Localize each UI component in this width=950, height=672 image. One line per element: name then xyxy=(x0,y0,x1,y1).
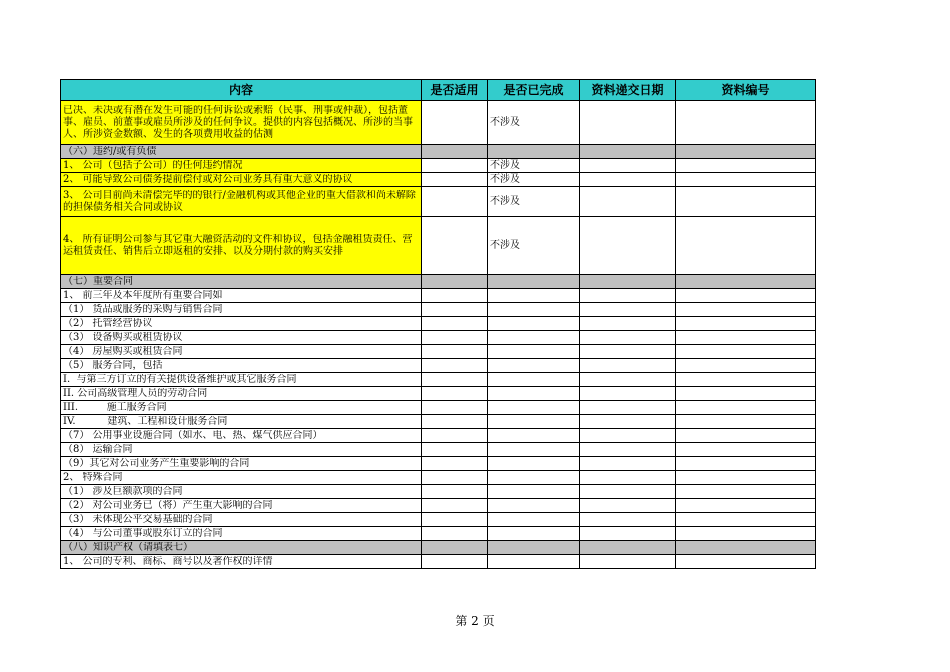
table-row xyxy=(61,303,816,317)
submit-date-cell[interactable] xyxy=(580,317,676,331)
content-cell[interactable] xyxy=(61,443,422,457)
completed-cell[interactable] xyxy=(488,303,580,317)
content-cell[interactable] xyxy=(61,429,422,443)
content-cell[interactable] xyxy=(61,289,422,303)
table-row xyxy=(61,345,816,359)
submit-date-cell[interactable] xyxy=(580,429,676,443)
content-text: I. 与第三方订立的有关提供设备维护或其它服务合同 xyxy=(63,373,297,385)
doc-number-cell[interactable] xyxy=(676,513,816,527)
content-cell[interactable] xyxy=(61,541,422,555)
content-cell[interactable] xyxy=(61,401,422,415)
submit-date-cell[interactable] xyxy=(580,359,676,373)
applicable-cell[interactable] xyxy=(422,499,488,513)
applicable-cell[interactable] xyxy=(422,401,488,415)
table-row xyxy=(61,457,816,471)
applicable-cell[interactable] xyxy=(422,429,488,443)
submit-date-cell[interactable] xyxy=(580,173,676,187)
submit-date-cell[interactable] xyxy=(580,289,676,303)
submit-date-cell[interactable] xyxy=(580,541,676,555)
table-body xyxy=(61,101,816,569)
section-row xyxy=(61,145,816,159)
page-number: 第 2 页 xyxy=(455,614,495,628)
content-cell[interactable] xyxy=(61,173,422,187)
applicable-cell[interactable] xyxy=(422,303,488,317)
content-text: （2） 托管经营协议 xyxy=(63,317,153,329)
content-cell[interactable] xyxy=(61,387,422,401)
applicable-cell[interactable] xyxy=(422,331,488,345)
checklist-table xyxy=(60,79,816,569)
completed-cell[interactable] xyxy=(488,485,580,499)
applicable-cell[interactable] xyxy=(422,387,488,401)
content-cell[interactable] xyxy=(61,331,422,345)
table-row xyxy=(61,359,816,373)
submit-date-cell[interactable] xyxy=(580,373,676,387)
applicable-cell[interactable] xyxy=(422,317,488,331)
doc-number-cell[interactable] xyxy=(676,527,816,541)
table-row xyxy=(61,499,816,513)
submit-date-cell[interactable] xyxy=(580,159,676,173)
header-completed: 是否已完成 xyxy=(488,80,580,101)
submit-date-cell[interactable] xyxy=(580,303,676,317)
applicable-cell[interactable] xyxy=(422,187,488,217)
content-text: （7） 公用事业设施合同（如水、电、热、煤气供应合同） xyxy=(63,429,323,441)
completed-cell[interactable] xyxy=(488,527,580,541)
table-row xyxy=(61,331,816,345)
applicable-cell[interactable] xyxy=(422,443,488,457)
completed-status: 不涉及 xyxy=(490,159,520,171)
content-text: （9）其它对公司业务产生重要影响的合同 xyxy=(63,457,250,469)
content-cell[interactable] xyxy=(61,485,422,499)
doc-number-cell[interactable] xyxy=(676,485,816,499)
header-doc-number: 资料编号 xyxy=(676,80,816,101)
doc-number-cell[interactable] xyxy=(676,345,816,359)
applicable-cell[interactable] xyxy=(422,513,488,527)
submit-date-cell[interactable] xyxy=(580,387,676,401)
section-row xyxy=(61,541,816,555)
table-row xyxy=(61,527,816,541)
completed-cell[interactable] xyxy=(488,401,580,415)
submit-date-cell[interactable] xyxy=(580,485,676,499)
doc-number-cell[interactable] xyxy=(676,159,816,173)
header-applicable: 是否适用 xyxy=(422,80,488,101)
completed-status: 不涉及 xyxy=(490,116,520,128)
doc-number-cell[interactable] xyxy=(676,429,816,443)
submit-date-cell[interactable] xyxy=(580,513,676,527)
applicable-cell[interactable] xyxy=(422,359,488,373)
content-text: 已决、未决或有潜在发生可能的任何诉讼或索赔（民事、刑事或仲裁），包括董事、雇员、前董事或雇员所涉及的任何争议。提供的内容包括概况、所涉的当事人、所涉资金数额、发生的各项费用收益的估测 xyxy=(63,104,413,140)
doc-number-cell[interactable] xyxy=(676,443,816,457)
content-cell[interactable] xyxy=(61,101,422,145)
table-row xyxy=(61,471,816,485)
content-text: （六）违约/或有负债 xyxy=(63,145,157,157)
completed-cell[interactable] xyxy=(488,145,580,159)
table-row xyxy=(61,387,816,401)
completed-status: 不涉及 xyxy=(490,173,520,185)
doc-number-cell[interactable] xyxy=(676,275,816,289)
content-cell[interactable] xyxy=(61,513,422,527)
completed-cell[interactable] xyxy=(488,429,580,443)
table-row xyxy=(61,101,816,145)
content-cell[interactable] xyxy=(61,415,422,429)
completed-cell[interactable] xyxy=(488,443,580,457)
applicable-cell[interactable] xyxy=(422,541,488,555)
submit-date-cell[interactable] xyxy=(580,499,676,513)
content-text: 4、 所有证明公司参与其它重大融资活动的文件和协议，包括金融租赁责任、营运租赁责任、销售后立即返租的安排、以及分期付款的购买安排 xyxy=(63,233,413,257)
table-row xyxy=(61,159,816,173)
applicable-cell[interactable] xyxy=(422,159,488,173)
completed-cell[interactable] xyxy=(488,359,580,373)
doc-number-cell[interactable] xyxy=(676,317,816,331)
doc-number-cell[interactable] xyxy=(676,145,816,159)
completed-cell[interactable] xyxy=(488,289,580,303)
content-cell[interactable] xyxy=(61,303,422,317)
content-text: IV. 建筑、工程和设计服务合同 xyxy=(63,415,228,427)
completed-cell[interactable] xyxy=(488,541,580,555)
table-row xyxy=(61,555,816,569)
content-text: （5） 服务合同，包括 xyxy=(63,359,163,371)
submit-date-cell[interactable] xyxy=(580,555,676,569)
header-submit-date: 资料递交日期 xyxy=(580,80,676,101)
content-text: 1、 公司的专利、商标、商号以及著作权的详情 xyxy=(63,555,273,567)
applicable-cell[interactable] xyxy=(422,101,488,145)
doc-number-cell[interactable] xyxy=(676,499,816,513)
content-text: （8） 运输合同 xyxy=(63,443,133,455)
content-text: 3、 公司目前尚未清偿完毕的的银行/金融机构或其他企业的重大借款和尚未解除的担保债务相关合同或协议 xyxy=(63,189,416,213)
completed-cell[interactable] xyxy=(488,317,580,331)
submit-date-cell[interactable] xyxy=(580,145,676,159)
submit-date-cell[interactable] xyxy=(580,527,676,541)
table-row xyxy=(61,289,816,303)
table-row xyxy=(61,173,816,187)
completed-cell[interactable] xyxy=(488,373,580,387)
completed-cell[interactable] xyxy=(488,457,580,471)
table-row xyxy=(61,443,816,457)
doc-number-cell[interactable] xyxy=(676,187,816,217)
completed-cell[interactable] xyxy=(488,387,580,401)
completed-status: 不涉及 xyxy=(490,195,520,207)
table-row xyxy=(61,429,816,443)
content-cell[interactable] xyxy=(61,457,422,471)
submit-date-cell[interactable] xyxy=(580,345,676,359)
submit-date-cell[interactable] xyxy=(580,217,676,275)
completed-cell[interactable] xyxy=(488,187,580,217)
doc-number-cell[interactable] xyxy=(676,457,816,471)
applicable-cell[interactable] xyxy=(422,345,488,359)
content-text: （3） 未体现公平交易基础的合同 xyxy=(63,513,213,525)
content-text: 2、 可能导致公司债务提前偿付或对公司业务具有重大意义的协议 xyxy=(63,173,353,185)
content-cell[interactable] xyxy=(61,159,422,173)
table-row xyxy=(61,513,816,527)
content-text: （4） 与公司董事或股东订立的合同 xyxy=(63,527,223,539)
applicable-cell[interactable] xyxy=(422,457,488,471)
content-cell[interactable] xyxy=(61,275,422,289)
completed-cell[interactable] xyxy=(488,555,580,569)
doc-number-cell[interactable] xyxy=(676,331,816,345)
doc-number-cell[interactable] xyxy=(676,373,816,387)
applicable-cell[interactable] xyxy=(422,485,488,499)
content-cell[interactable] xyxy=(61,555,422,569)
applicable-cell[interactable] xyxy=(422,471,488,485)
completed-cell[interactable] xyxy=(488,331,580,345)
table-row xyxy=(61,401,816,415)
submit-date-cell[interactable] xyxy=(580,457,676,471)
applicable-cell[interactable] xyxy=(422,555,488,569)
table-row xyxy=(61,373,816,387)
submit-date-cell[interactable] xyxy=(580,415,676,429)
doc-number-cell[interactable] xyxy=(676,289,816,303)
submit-date-cell[interactable] xyxy=(580,331,676,345)
content-cell[interactable] xyxy=(61,187,422,217)
completed-cell[interactable] xyxy=(488,499,580,513)
content-cell[interactable] xyxy=(61,345,422,359)
completed-cell[interactable] xyxy=(488,159,580,173)
content-text: （七）重要合同 xyxy=(63,275,133,287)
header-row xyxy=(61,80,816,101)
doc-number-cell[interactable] xyxy=(676,101,816,145)
submit-date-cell[interactable] xyxy=(580,471,676,485)
content-text: （八）知识产权（请填表七） xyxy=(63,541,193,553)
table-row xyxy=(61,317,816,331)
doc-number-cell[interactable] xyxy=(676,387,816,401)
content-cell[interactable] xyxy=(61,527,422,541)
content-text: （1） 货品或服务的采购与销售合同 xyxy=(63,303,223,315)
content-cell[interactable] xyxy=(61,145,422,159)
table-row xyxy=(61,187,816,217)
content-text: III. 施工服务合同 xyxy=(63,401,167,413)
submit-date-cell[interactable] xyxy=(580,101,676,145)
completed-cell[interactable] xyxy=(488,471,580,485)
doc-number-cell[interactable] xyxy=(676,541,816,555)
doc-number-cell[interactable] xyxy=(676,359,816,373)
completed-cell[interactable] xyxy=(488,275,580,289)
applicable-cell[interactable] xyxy=(422,527,488,541)
table-row xyxy=(61,415,816,429)
doc-number-cell[interactable] xyxy=(676,555,816,569)
content-cell[interactable] xyxy=(61,217,422,275)
header-content: 内容 xyxy=(61,80,422,101)
content-text: 1、 公司（包括子公司）的任何违约情况 xyxy=(63,159,243,171)
applicable-cell[interactable] xyxy=(422,217,488,275)
doc-number-cell[interactable] xyxy=(676,173,816,187)
submit-date-cell[interactable] xyxy=(580,275,676,289)
completed-cell[interactable] xyxy=(488,345,580,359)
doc-number-cell[interactable] xyxy=(676,217,816,275)
completed-cell[interactable] xyxy=(488,217,580,275)
content-cell[interactable] xyxy=(61,317,422,331)
submit-date-cell[interactable] xyxy=(580,443,676,457)
content-text: （3） 设备购买或租赁协议 xyxy=(63,331,183,343)
applicable-cell[interactable] xyxy=(422,289,488,303)
content-text: II. 公司高级管理人员的劳动合同 xyxy=(63,387,208,399)
completed-status: 不涉及 xyxy=(490,239,520,251)
completed-cell[interactable] xyxy=(488,513,580,527)
applicable-cell[interactable] xyxy=(422,173,488,187)
applicable-cell[interactable] xyxy=(422,415,488,429)
content-text: （4） 房屋购买或租赁合同 xyxy=(63,345,183,357)
content-cell[interactable] xyxy=(61,373,422,387)
submit-date-cell[interactable] xyxy=(580,187,676,217)
content-text: 1、 前三年及本年度所有重要合同如 xyxy=(63,289,223,301)
completed-cell[interactable] xyxy=(488,101,580,145)
completed-cell[interactable] xyxy=(488,173,580,187)
applicable-cell[interactable] xyxy=(422,275,488,289)
doc-number-cell[interactable] xyxy=(676,471,816,485)
content-text: 2、 特殊合同 xyxy=(63,471,123,483)
table-row xyxy=(61,217,816,275)
content-cell[interactable] xyxy=(61,359,422,373)
doc-number-cell[interactable] xyxy=(676,415,816,429)
content-text: （2） 对公司业务已（将）产生重大影响的合同 xyxy=(63,499,273,511)
doc-number-cell[interactable] xyxy=(676,303,816,317)
completed-cell[interactable] xyxy=(488,415,580,429)
submit-date-cell[interactable] xyxy=(580,401,676,415)
section-row xyxy=(61,275,816,289)
applicable-cell[interactable] xyxy=(422,145,488,159)
content-text: （1） 涉及巨额款项的合同 xyxy=(63,485,183,497)
table-row xyxy=(61,485,816,499)
content-cell[interactable] xyxy=(61,499,422,513)
applicable-cell[interactable] xyxy=(422,373,488,387)
content-cell[interactable] xyxy=(61,471,422,485)
doc-number-cell[interactable] xyxy=(676,401,816,415)
